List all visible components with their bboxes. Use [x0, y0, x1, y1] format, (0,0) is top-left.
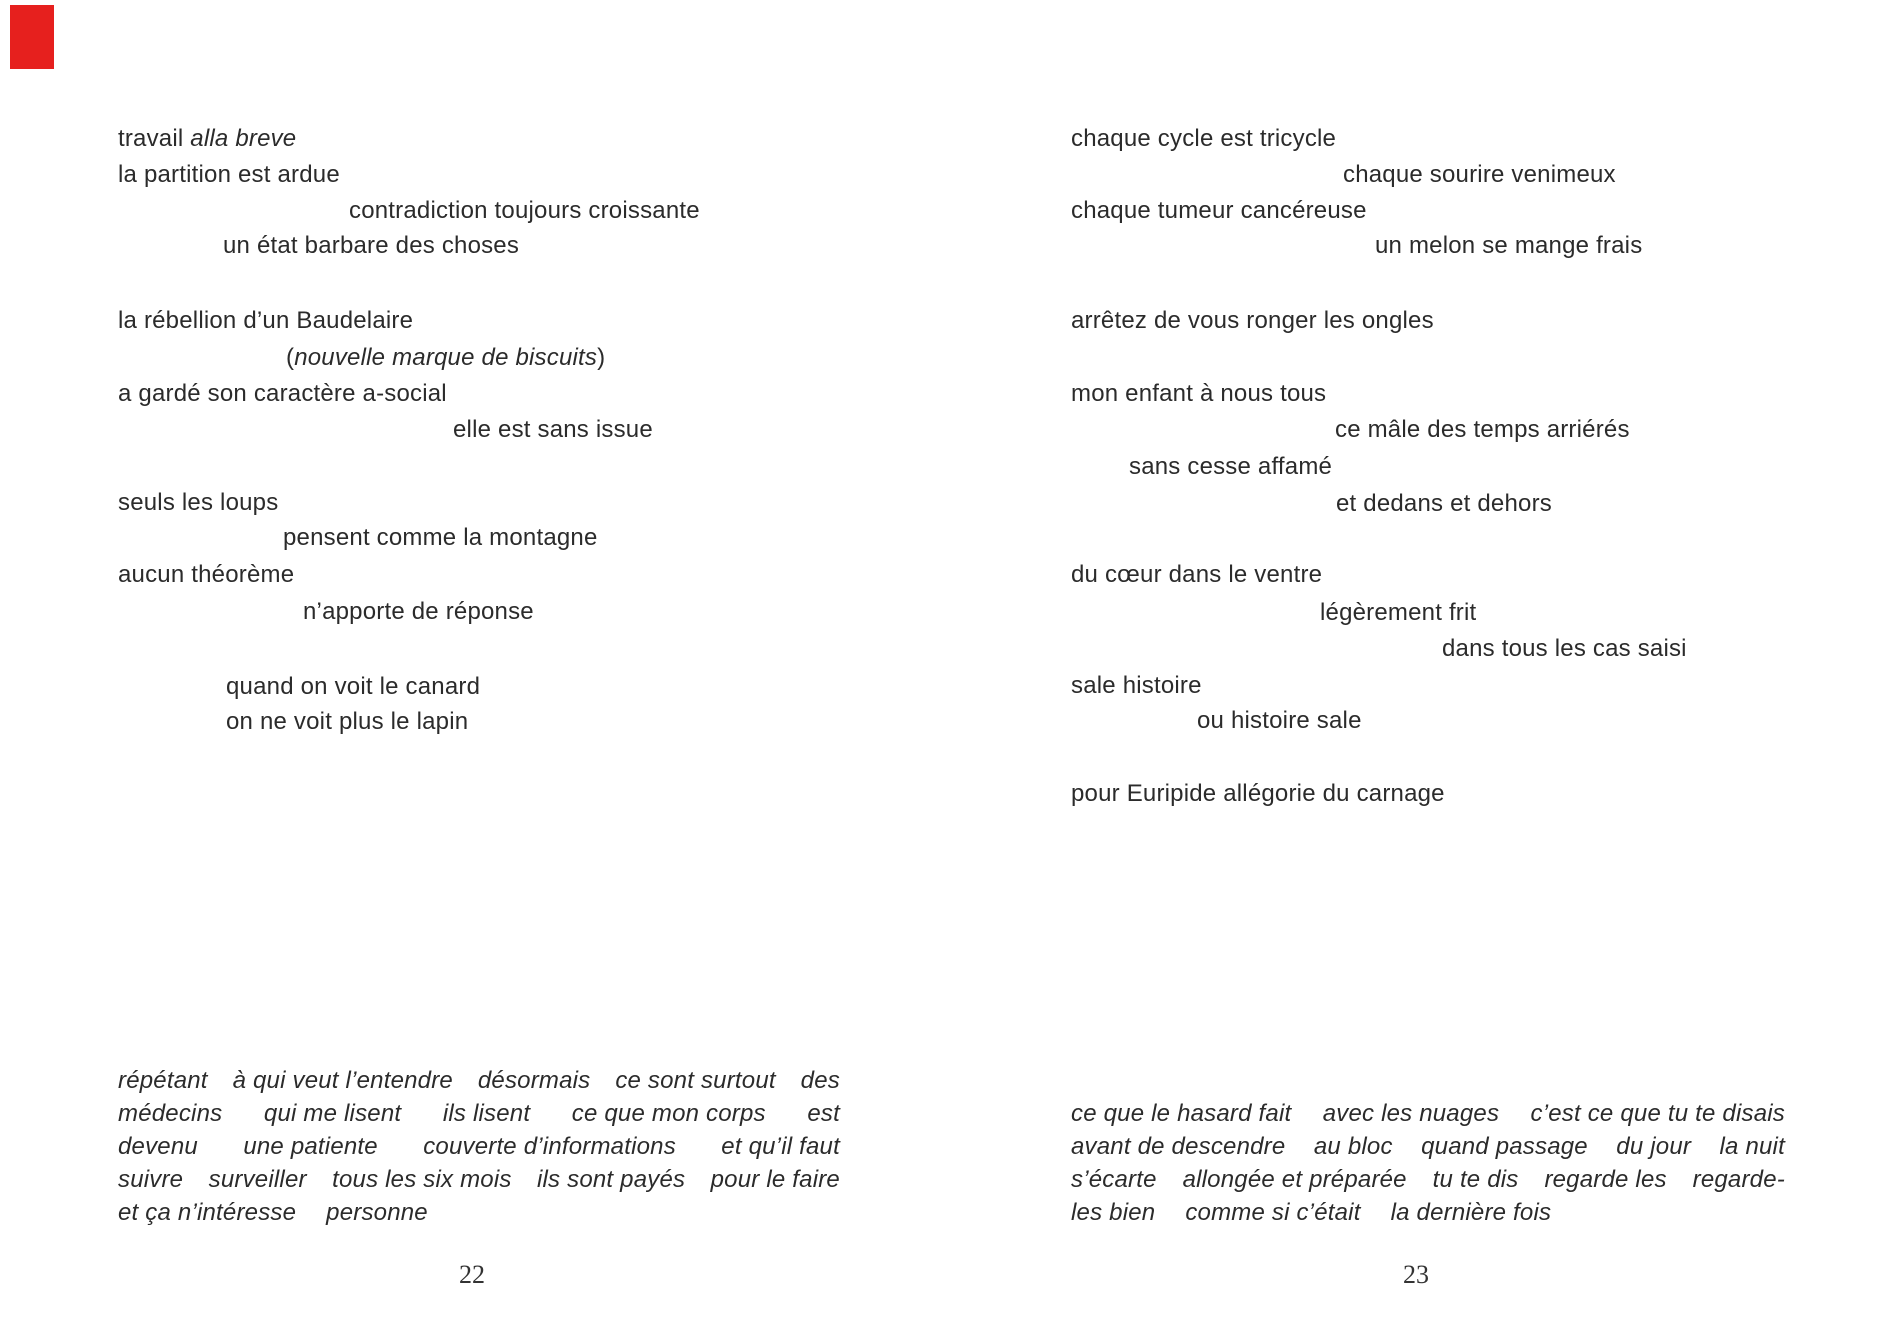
- poem-line: [226, 707, 468, 737]
- footer-phrase: suivre: [118, 1166, 184, 1193]
- footer-phrase: allongée et préparée: [1182, 1166, 1407, 1193]
- page-number-left: 22: [459, 1260, 485, 1289]
- footer-phrase: ce que mon corps: [571, 1100, 766, 1127]
- poem-text-segment: pensent comme la montagne: [283, 524, 598, 551]
- footer-phrase: surveiller: [208, 1166, 307, 1193]
- footer-phrase: devenu: [118, 1133, 198, 1160]
- footer-phrase: s’écarte: [1071, 1166, 1157, 1193]
- footer-phrase: qui me lisent: [263, 1100, 402, 1127]
- footer-phrase: répétant: [118, 1067, 208, 1094]
- footer-phrase: tous les six mois: [332, 1166, 512, 1193]
- footer-phrase: quand passage: [1421, 1133, 1588, 1160]
- poem-line: [1320, 598, 1476, 628]
- footer-phrase: à qui veut l’entendre: [232, 1067, 453, 1094]
- footer-phrase: la dernière fois: [1390, 1199, 1552, 1226]
- poem-text-segment: travail: [118, 125, 191, 152]
- footer-line: [1071, 1165, 1785, 1195]
- poem-text-segment: nouvelle marque de biscuits: [294, 344, 598, 371]
- poem-line: [1071, 560, 1322, 590]
- footer-line: [1071, 1198, 1785, 1228]
- poem-text-segment: sans cesse affamé: [1129, 453, 1333, 480]
- footer-line: [118, 1099, 840, 1129]
- footer-phrase: du jour: [1616, 1133, 1692, 1160]
- footer-phrase: est: [807, 1100, 840, 1127]
- poem-text-segment: sale histoire: [1071, 672, 1202, 699]
- footer-phrase: une patiente: [243, 1133, 378, 1160]
- poem-text-segment: elle est sans issue: [453, 416, 653, 443]
- footer-line: [118, 1066, 840, 1096]
- footer-line: [118, 1165, 840, 1195]
- poem-text-segment: ): [597, 344, 606, 371]
- footer-line: [1071, 1099, 1785, 1129]
- poem-text-segment: légèrement frit: [1320, 599, 1477, 626]
- poem-line: [118, 160, 340, 190]
- page-number-right: 23: [1403, 1260, 1429, 1289]
- footer-phrase: ce sont surtout: [615, 1067, 776, 1094]
- poem-text-segment: aucun théorème: [118, 561, 295, 588]
- footer-phrase: au bloc: [1313, 1133, 1393, 1160]
- footer-phrase: regarde-: [1692, 1166, 1785, 1193]
- poem-line: [118, 124, 296, 154]
- poem-text-segment: et dedans et dehors: [1336, 490, 1552, 517]
- poem-text-segment: la rébellion d’un Baudelaire: [118, 307, 414, 334]
- poem-text-segment: on ne voit plus le lapin: [226, 708, 469, 735]
- poem-line: [118, 306, 413, 336]
- poem-line: [1071, 124, 1336, 154]
- poem-text-segment: chaque cycle est tricycle: [1071, 125, 1337, 152]
- poem-line: [1071, 196, 1367, 226]
- poem-text-segment: contradiction toujours croissante: [349, 197, 700, 224]
- poem-text-segment: du cœur dans le ventre: [1071, 561, 1323, 588]
- footer-phrase: médecins: [118, 1100, 223, 1127]
- poem-line: [283, 523, 598, 553]
- footer-line: [118, 1132, 840, 1162]
- poem-line: [118, 379, 447, 409]
- footer-phrase: ils sont payés: [536, 1166, 686, 1193]
- footer-phrase: comme si c’était: [1185, 1199, 1361, 1226]
- poem-text-segment: arrêtez de vous ronger les ongles: [1071, 307, 1434, 334]
- footer-phrase: des: [800, 1067, 840, 1094]
- poem-line: [1129, 452, 1332, 482]
- poem-text-segment: chaque tumeur cancéreuse: [1071, 197, 1367, 224]
- footer-phrase: les bien: [1071, 1199, 1156, 1226]
- poem-line: [226, 672, 480, 702]
- poem-text-segment: seuls les loups: [118, 489, 279, 516]
- footer-phrase: pour le faire: [710, 1166, 840, 1193]
- footer-phrase: regarde les: [1544, 1166, 1667, 1193]
- poem-line: [1442, 634, 1687, 664]
- poem-text-segment: un melon se mange frais: [1375, 232, 1643, 259]
- footer-phrase: et ça n’intéresse: [118, 1199, 297, 1226]
- poem-line: [118, 560, 294, 590]
- poem-line: [1197, 706, 1362, 736]
- poem-line: [1071, 779, 1445, 809]
- footer-line: [1071, 1132, 1785, 1162]
- footer-phrase: avant de descendre: [1071, 1133, 1286, 1160]
- poem-line: [223, 231, 519, 261]
- poem-line: [453, 415, 653, 445]
- poem-line: [1336, 489, 1552, 519]
- poem-text-segment: ce mâle des temps arriérés: [1335, 416, 1630, 443]
- poem-text-segment: quand on voit le canard: [226, 673, 481, 700]
- poem-line: [118, 488, 278, 518]
- poem-text-segment: ou histoire sale: [1197, 707, 1362, 734]
- poem-text-segment: pour Euripide allégorie du carnage: [1071, 780, 1445, 807]
- footer-phrase: c’est ce que tu te disais: [1530, 1100, 1785, 1127]
- poem-line: [286, 343, 605, 373]
- footer-phrase: la nuit: [1719, 1133, 1785, 1160]
- footer-phrase: ils lisent: [442, 1100, 531, 1127]
- poem-text-segment: alla breve: [190, 125, 297, 152]
- poem-text-segment: n’apporte de réponse: [303, 598, 534, 625]
- poem-text-segment: (: [286, 344, 295, 371]
- poem-line: [1335, 415, 1630, 445]
- footer-phrase: couverte d’informations: [423, 1133, 676, 1160]
- poem-text-segment: mon enfant à nous tous: [1071, 380, 1327, 407]
- poem-line: [1071, 306, 1434, 336]
- poem-line: [1343, 160, 1616, 190]
- poem-line: [303, 597, 534, 627]
- poem-line: [349, 196, 700, 226]
- footer-phrase: avec les nuages: [1322, 1100, 1500, 1127]
- footer-phrase: ce que le hasard fait: [1071, 1100, 1292, 1127]
- poem-line: [1375, 231, 1642, 261]
- poem-text-segment: un état barbare des choses: [223, 232, 520, 259]
- poem-text-segment: a gardé son caractère a-social: [118, 380, 447, 407]
- footer-phrase: personne: [326, 1199, 428, 1226]
- red-corner-mark: [10, 5, 54, 69]
- footer-phrase: et qu’il faut: [721, 1133, 840, 1160]
- poem-line: [1071, 379, 1326, 409]
- footer-phrase: tu te dis: [1432, 1166, 1519, 1193]
- poem-line: [1071, 671, 1202, 701]
- poem-text-segment: dans tous les cas saisi: [1442, 635, 1687, 662]
- footer-phrase: désormais: [477, 1067, 591, 1094]
- poem-text-segment: chaque sourire venimeux: [1343, 161, 1616, 188]
- footer-line: [118, 1198, 840, 1228]
- poem-text-segment: la partition est ardue: [118, 161, 340, 188]
